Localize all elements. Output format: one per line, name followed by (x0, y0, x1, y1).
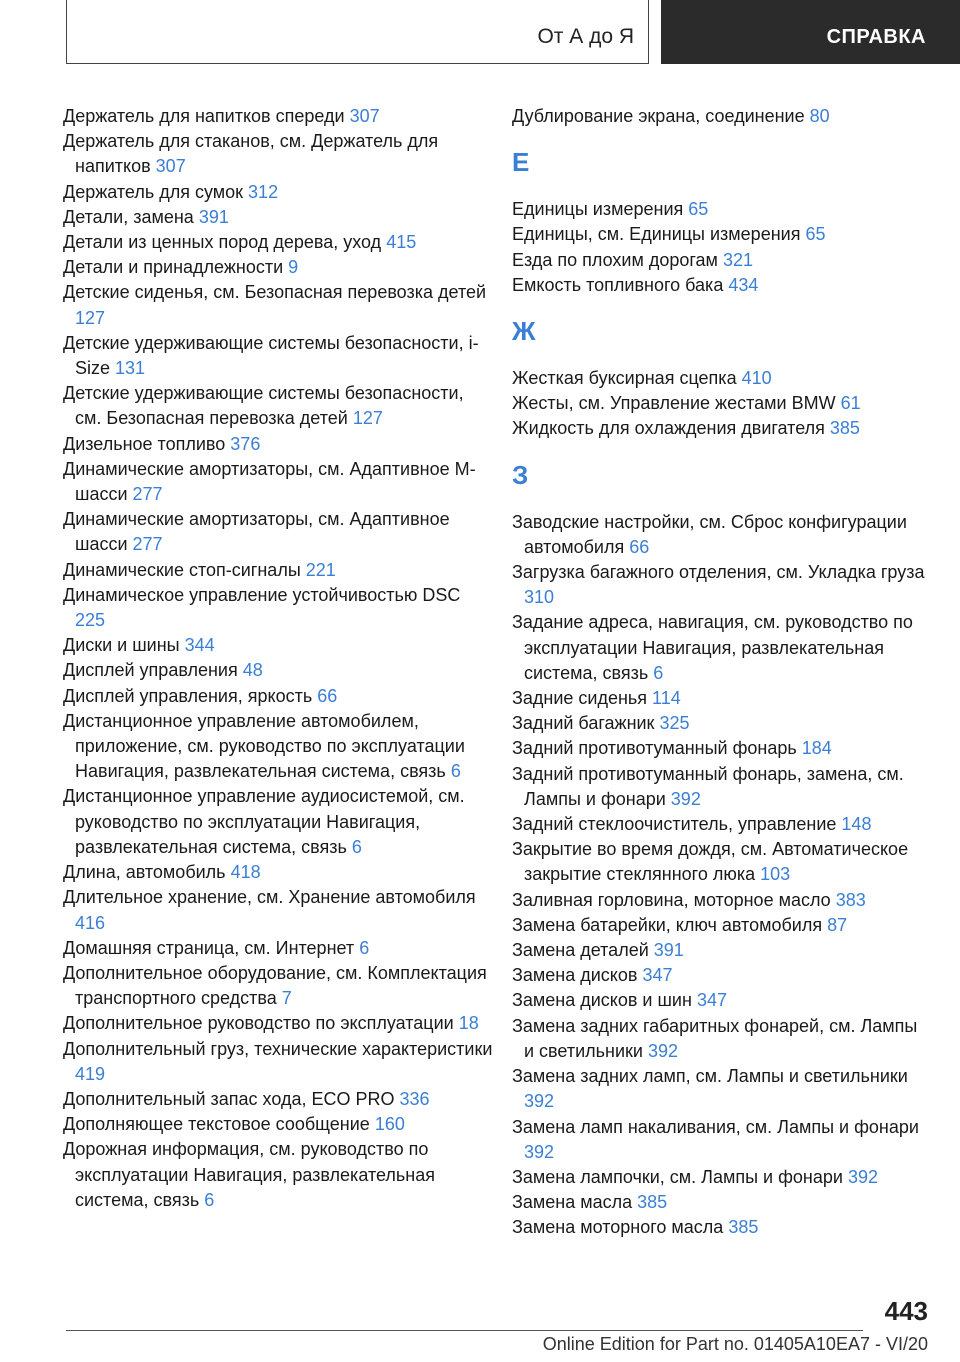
index-entry (512, 736, 932, 761)
index-entry-page-link[interactable]: 80 (809, 106, 830, 126)
index-entry (63, 936, 493, 961)
index-entry-page-link[interactable]: 6 (351, 836, 362, 857)
index-entry (512, 391, 932, 416)
index-entry-page-link[interactable]: 7 (281, 988, 292, 1009)
index-entry-text: Динамические амортизаторы, см. Адаптивное шасси (63, 509, 450, 555)
header-section-tab (66, 0, 649, 64)
index-entry (512, 273, 932, 298)
index-entry-text: Замена дисков и шин (512, 990, 692, 1011)
index-entry (512, 197, 932, 222)
index-entry-page-link[interactable]: 307 (349, 106, 380, 126)
index-entry-text: Закрытие во время дождя, см. Автоматическое закрытие стеклянного люка (512, 839, 909, 885)
index-entry-page-link[interactable]: 6 (204, 1189, 215, 1210)
index-entry (63, 583, 493, 633)
index-entry (63, 457, 493, 507)
index-entry-page-link[interactable]: 6 (653, 662, 664, 683)
index-entry-page-link[interactable]: 416 (75, 912, 106, 933)
index-entry-page-link[interactable]: 392 (647, 1040, 678, 1061)
index-entry-page-link[interactable]: 391 (653, 940, 684, 961)
index-entry-page-link[interactable]: 376 (230, 433, 261, 454)
index-entry-text: Жесты, см. Управление жестами BMW (512, 393, 836, 414)
index-entry-page-link[interactable]: 310 (524, 587, 555, 608)
index-entry-text: Детские удерживающие системы безопасности, i-Size (63, 332, 479, 379)
index-entry-text: Замена лампочки, см. Лампы и фонари (512, 1166, 843, 1187)
index-entry (63, 104, 493, 129)
index-entry (512, 222, 932, 247)
index-entry-page-link[interactable]: 148 (841, 814, 872, 835)
index-entry (63, 684, 493, 709)
index-entry-page-link[interactable]: 103 (760, 864, 791, 885)
index-entry-text: Замена батарейки, ключ автомобиля (512, 914, 823, 935)
index-entry (512, 913, 932, 938)
footer-edition-text: Online Edition for Part no. 01405A10EA7 - VI/20 (542, 1334, 928, 1354)
index-entry (63, 1087, 493, 1112)
index-entry-page-link[interactable]: 347 (696, 990, 727, 1011)
index-entry-page-link[interactable]: 114 (652, 688, 681, 709)
index-entry (63, 961, 493, 1011)
index-entry (512, 963, 932, 988)
index-entry-text: Заливная горловина, моторное масло (512, 889, 831, 910)
page-number: 443 (884, 1296, 928, 1326)
index-entry (512, 560, 932, 610)
index-entry (512, 1215, 932, 1240)
index-entry (63, 558, 493, 583)
index-entry (512, 510, 932, 560)
header-section-label: От А до Я (537, 24, 634, 48)
footer-divider (66, 1330, 863, 1331)
index-entry-page-link[interactable]: 385 (637, 1192, 668, 1213)
index-entry-page-link[interactable]: 6 (359, 937, 370, 958)
index-entry-text: Дистанционное управление аудиосистемой, см. руководство по эксплуатации Навигация, развлекательная система, связь (63, 786, 465, 857)
index-entry-page-link[interactable]: 131 (115, 358, 146, 379)
index-entry-text: Жесткая буксирная сцепка (512, 368, 737, 389)
index-entry (512, 1014, 932, 1064)
index-entry-page-link[interactable]: 325 (659, 713, 690, 734)
index-entry-page-link[interactable]: 225 (75, 610, 106, 631)
index-entry-page-link[interactable]: 18 (458, 1013, 479, 1034)
index-group-zh (512, 366, 932, 442)
index-entry-text: Динамические амортизаторы, см. Адаптивное M-шасси (63, 458, 476, 505)
index-entry-text: Держатель для напитков спереди (63, 106, 345, 126)
index-entry-page-link[interactable]: 383 (835, 889, 866, 910)
index-entry-text: Детали, замена (63, 206, 194, 227)
index-entry-text: Задний стеклоочиститель, управление (512, 814, 837, 835)
index-entry-page-link[interactable]: 347 (642, 965, 673, 986)
index-entry-page-link[interactable]: 65 (688, 199, 709, 220)
index-entry (63, 255, 493, 280)
index-entry-page-link[interactable]: 66 (629, 536, 650, 557)
index-entry-text: Единицы измерения (512, 199, 684, 220)
index-entry-page-link[interactable]: 160 (374, 1114, 405, 1135)
index-entry (512, 610, 932, 686)
index-entry-text: Дополнительное оборудование, см. Комплектация транспортного средства (63, 962, 487, 1009)
index-entry-text: Дисплей управления (63, 660, 238, 681)
index-entry-text: Задние сиденья (512, 688, 648, 709)
index-entry (63, 381, 493, 431)
index-entry-text: Емкость топливного бака (512, 274, 724, 295)
index-entry-text: Дистанционное управление автомобилем, приложение, см. руководство по эксплуатации Навигация, развлекательная система, связь (63, 710, 465, 782)
index-entry (512, 888, 932, 913)
index-entry (63, 507, 493, 557)
index-entry-page-link[interactable]: 61 (840, 393, 861, 414)
index-entry-page-link[interactable]: 312 (248, 181, 279, 202)
index-entry (512, 812, 932, 837)
index-entry-page-link[interactable]: 419 (75, 1063, 106, 1084)
index-entry-text: Дополняющее текстовое сообщение (63, 1114, 370, 1135)
index-group-d-continued (512, 104, 932, 129)
index-entry (512, 711, 932, 736)
index-entry-page-link[interactable]: 392 (524, 1091, 555, 1112)
index-entry-text: Единицы, см. Единицы измерения (512, 224, 801, 245)
index-entry-text: Домашняя страница, см. Интернет (63, 937, 355, 958)
index-entry-page-link[interactable]: 392 (670, 788, 701, 809)
index-entry-page-link[interactable]: 391 (198, 206, 229, 227)
index-entry-page-link[interactable]: 385 (829, 418, 860, 439)
index-entry-page-link[interactable]: 184 (801, 738, 832, 759)
index-entry (512, 1064, 932, 1114)
index-entry-text: Дополнительный груз, технические характеристики (63, 1038, 493, 1059)
index-entry-text: Замена масла (512, 1192, 633, 1213)
index-entry-text: Замена задних ламп, см. Лампы и светильники (512, 1066, 908, 1087)
index-entry-page-link[interactable]: 321 (722, 249, 753, 270)
index-entry (512, 248, 932, 273)
index-entry-page-link[interactable]: 434 (728, 274, 759, 295)
index-entry-page-link[interactable]: 65 (805, 224, 826, 245)
index-entry-text: Заводские настройки, см. Сброс конфигурации автомобиля (512, 511, 907, 557)
index-entry-page-link[interactable]: 392 (847, 1166, 878, 1187)
index-entry-text: Длина, автомобиль (63, 862, 226, 883)
index-letter-zh: Ж (512, 316, 536, 347)
index-column-right (512, 104, 932, 1241)
index-entry (512, 762, 932, 812)
index-entry (512, 104, 932, 129)
index-entry (512, 416, 932, 441)
index-entry-page-link[interactable]: 277 (132, 534, 163, 555)
index-entry-page-link[interactable]: 336 (399, 1088, 430, 1109)
index-entry (63, 230, 493, 255)
index-group-e (512, 197, 932, 298)
index-entry (63, 432, 493, 457)
index-entry-text: Жидкость для охлаждения двигателя (512, 418, 825, 439)
index-entry (512, 938, 932, 963)
index-entry-text: Детские удерживающие системы безопасности, см. Безопасная перевозка детей (63, 383, 464, 429)
index-entry-page-link[interactable]: 48 (242, 660, 263, 681)
index-entry (63, 180, 493, 205)
index-entry-text: Длительное хранение, см. Хранение автомобиля (63, 887, 476, 908)
index-entry-text: Задание адреса, навигация, см. руководство по эксплуатации Навигация, развлекательная система, связь (512, 612, 913, 683)
index-entry-page-link[interactable]: 277 (132, 484, 163, 505)
index-entry-page-link[interactable]: 344 (184, 635, 215, 656)
index-entry-page-link[interactable]: 418 (230, 862, 261, 883)
index-entry (63, 860, 493, 885)
index-entry-page-link[interactable]: 221 (305, 559, 336, 580)
header-chapter-label: СПРАВКА (826, 25, 926, 48)
index-entry-text: Задний противотуманный фонарь, замена, см. Лампы и фонари (512, 763, 904, 809)
index-entry-text: Задний противотуманный фонарь (512, 738, 797, 759)
index-entry-text: Детские сиденья, см. Безопасная перевозка детей (63, 282, 487, 303)
index-entry (512, 1165, 932, 1190)
index-entry (512, 686, 932, 711)
header-chapter-tab (661, 0, 960, 64)
index-entry-text: Детали и принадлежности (63, 257, 284, 278)
index-entry (63, 709, 493, 785)
index-group-z (512, 510, 932, 1241)
index-entry (63, 885, 493, 935)
index-entry (63, 633, 493, 658)
index-entry-text: Замена деталей (512, 940, 649, 961)
index-letter-e: Е (512, 147, 530, 178)
index-entry-text: Задний багажник (512, 713, 655, 734)
index-entry (512, 1190, 932, 1215)
index-letter-z: З (512, 459, 529, 490)
index-entry-text: Детали из ценных пород дерева, уход (63, 232, 382, 253)
index-entry (63, 205, 493, 230)
index-entry-page-link[interactable]: 127 (352, 408, 383, 429)
index-entry (63, 1137, 493, 1213)
index-entry (512, 366, 932, 391)
index-entry (63, 1011, 493, 1036)
index-entry (63, 1112, 493, 1137)
index-entry (512, 988, 932, 1013)
index-entry-text: Дорожная информация, см. руководство по эксплуатации Навигация, развлекательная система, связь (63, 1139, 435, 1210)
index-entry-text: Замена дисков (512, 965, 638, 986)
index-entry-text: Динамическое управление устойчивостью DSC (63, 584, 461, 605)
index-entry (63, 280, 493, 330)
index-entry-page-link[interactable]: 87 (827, 914, 848, 935)
index-entry-text: Держатель для стаканов, см. Держатель для напитков (63, 131, 439, 177)
index-entry-text: Замена задних габаритных фонарей, см. Лампы и светильники (512, 1015, 918, 1061)
index-entry-text: Замена моторного масла (512, 1217, 724, 1238)
index-entry (512, 837, 932, 887)
index-entry-text: Замена ламп накаливания, см. Лампы и фонари (512, 1116, 919, 1137)
index-entry-text: Дополнительный запас хода, ECO PRO (63, 1088, 395, 1109)
index-entry-text: Дублирование экрана, соединение (512, 106, 805, 126)
index-entry (63, 1037, 493, 1087)
index-entry (63, 331, 493, 381)
index-entry-page-link[interactable]: 415 (386, 232, 417, 253)
index-entry-page-link[interactable]: 66 (317, 685, 338, 706)
index-entry (63, 658, 493, 683)
index-entry-page-link[interactable]: 6 (450, 761, 461, 782)
index-entry-page-link[interactable]: 410 (741, 368, 772, 389)
index-entry-text: Езда по плохим дорогам (512, 249, 718, 270)
index-entry-page-link[interactable]: 385 (728, 1217, 759, 1238)
index-entry (512, 1115, 932, 1165)
index-entry-text: Дизельное топливо (63, 433, 226, 454)
index-entry-text: Диски и шины (63, 635, 180, 656)
index-entry (63, 784, 493, 860)
index-entry-page-link[interactable]: 127 (75, 307, 106, 328)
index-entry-page-link[interactable]: 307 (155, 156, 186, 177)
index-entry-text: Дополнительное руководство по эксплуатации (63, 1013, 454, 1034)
index-entry-text: Динамические стоп-сигналы (63, 559, 301, 580)
index-entry-text: Загрузка багажного отделения, см. Укладка груза (512, 562, 925, 583)
index-entry-page-link[interactable]: 392 (524, 1141, 555, 1162)
index-entry-text: Держатель для сумок (63, 181, 244, 202)
index-entry (63, 129, 493, 179)
index-entry-page-link[interactable]: 9 (288, 257, 299, 278)
index-column-left (63, 104, 493, 1213)
index-entry-text: Дисплей управления, яркость (63, 685, 313, 706)
